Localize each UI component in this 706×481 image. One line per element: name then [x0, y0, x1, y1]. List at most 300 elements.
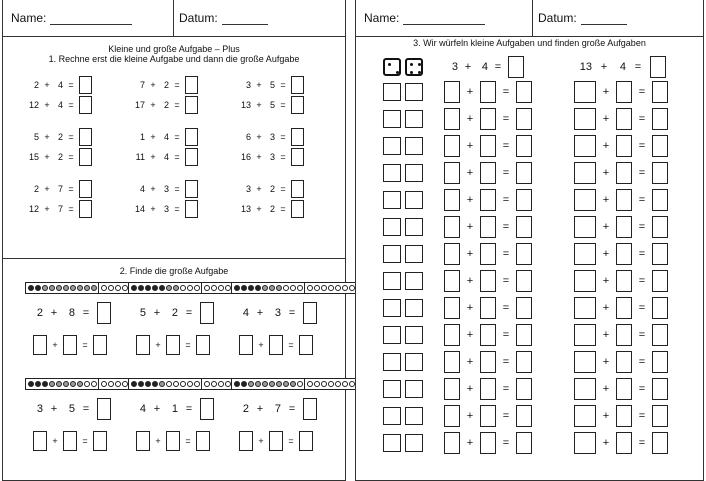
counter-dot: [225, 285, 231, 291]
addend-box[interactable]: [480, 405, 496, 427]
counter-dot: [28, 285, 34, 291]
big-equation-blank: [33, 430, 107, 452]
big-equation-blank: [239, 430, 313, 452]
small-big-equation: [23, 128, 92, 146]
addend-box[interactable]: [33, 335, 47, 355]
addend-box[interactable]: [480, 108, 496, 130]
addend-box[interactable]: [444, 135, 460, 157]
plus-sign: +: [150, 100, 156, 110]
answer-box[interactable]: [516, 351, 532, 373]
dice-box[interactable]: [405, 218, 423, 236]
small-equation: [239, 398, 317, 420]
date-field[interactable]: [179, 0, 268, 36]
dice-box[interactable]: [405, 380, 423, 398]
answer-box[interactable]: [79, 76, 92, 94]
answer-box[interactable]: [79, 128, 92, 146]
small-big-equation: [235, 76, 304, 94]
plus-sign: +: [602, 167, 610, 179]
addend-box[interactable]: [444, 162, 460, 184]
equals-sign: =: [280, 80, 286, 90]
addend-a: 2: [36, 307, 43, 319]
dice-box[interactable]: [405, 326, 423, 344]
addend-box[interactable]: [616, 324, 632, 346]
addend-box[interactable]: [574, 270, 596, 292]
addend-a: 3: [36, 403, 43, 415]
addend-box[interactable]: [616, 432, 632, 454]
answer-box[interactable]: [650, 56, 666, 78]
answer-box[interactable]: [303, 398, 317, 420]
addend-box[interactable]: [33, 431, 47, 451]
dice-box[interactable]: [405, 245, 423, 263]
addend-b: 2: [171, 307, 178, 319]
equals-sign: =: [280, 184, 286, 194]
addend-box[interactable]: [444, 297, 460, 319]
addend-box[interactable]: [444, 324, 460, 346]
counter-dot: [131, 285, 137, 291]
answer-box[interactable]: [516, 108, 532, 130]
addend-box[interactable]: [616, 81, 632, 103]
equals-sign: =: [638, 275, 646, 287]
addend-box[interactable]: [480, 297, 496, 319]
equals-sign: =: [82, 307, 90, 319]
addend-box[interactable]: [616, 297, 632, 319]
counter-dot: [234, 285, 240, 291]
counter-dot: [241, 285, 247, 291]
answer-box[interactable]: [291, 200, 304, 218]
small-equation-blank: [444, 324, 532, 346]
counter-dot: [314, 381, 320, 387]
dice-box[interactable]: [383, 245, 401, 263]
addend-box[interactable]: [574, 378, 596, 400]
small-big-equation: [129, 96, 198, 114]
addend-box[interactable]: [574, 405, 596, 427]
addend-box[interactable]: [616, 216, 632, 238]
addend-b: 2: [57, 132, 63, 142]
plus-sign: +: [256, 80, 262, 90]
section1-instruction: 1. Rechne erst die kleine Aufgabe und dann die große Aufgabe: [48, 54, 300, 64]
answer-box[interactable]: [516, 270, 532, 292]
addend-box[interactable]: [480, 432, 496, 454]
plus-sign: +: [602, 437, 610, 449]
answer-box[interactable]: [79, 200, 92, 218]
plus-sign: +: [602, 275, 610, 287]
small-equation-blank: [444, 378, 532, 400]
dice-box[interactable]: [405, 83, 423, 101]
addend-b: 2: [163, 80, 169, 90]
addend-box[interactable]: [616, 270, 632, 292]
addend-a: 2: [33, 80, 39, 90]
dice-box[interactable]: [405, 272, 423, 290]
small-big-equation: [23, 148, 92, 166]
counter-dot: [335, 381, 341, 387]
answer-box[interactable]: [516, 324, 532, 346]
plus-sign: +: [466, 410, 474, 422]
small-big-equation: [129, 128, 198, 146]
addend-box[interactable]: [166, 431, 180, 451]
addend-b: 2: [269, 184, 275, 194]
dice-cells: [383, 191, 423, 209]
counter-dot: [269, 285, 275, 291]
equals-sign: =: [638, 410, 646, 422]
answer-box[interactable]: [196, 431, 210, 451]
example-big-equation: [574, 56, 666, 78]
addend-box[interactable]: [616, 189, 632, 211]
addend-box[interactable]: [574, 216, 596, 238]
ten-half: [26, 283, 98, 293]
answer-box[interactable]: [652, 81, 668, 103]
answer-box[interactable]: [652, 162, 668, 184]
addend-b: 4: [481, 61, 488, 73]
answer-box[interactable]: [516, 297, 532, 319]
counter-dot: [321, 285, 327, 291]
counter-dot: [122, 285, 128, 291]
plus-sign: +: [466, 248, 474, 260]
addend-b: 2: [57, 152, 63, 162]
plus-sign: +: [466, 383, 474, 395]
section1-title: Kleine und große Aufgabe – Plus: [108, 44, 240, 54]
answer-box[interactable]: [291, 76, 304, 94]
plus-sign: +: [256, 152, 262, 162]
dice-box[interactable]: [405, 299, 423, 317]
counter-dot: [63, 381, 69, 387]
addend-box[interactable]: [574, 432, 596, 454]
equals-sign: =: [502, 140, 510, 152]
answer-box[interactable]: [652, 432, 668, 454]
addend-box[interactable]: [616, 162, 632, 184]
section2-title: 2. Finde die große Aufgabe: [119, 266, 229, 276]
example-small-equation: [444, 56, 524, 78]
equals-sign: =: [288, 307, 296, 319]
plus-sign: +: [602, 329, 610, 341]
counter-dot: [101, 285, 107, 291]
counter-dot: [145, 381, 151, 387]
dice-box[interactable]: [383, 353, 401, 371]
addend-box[interactable]: [574, 135, 596, 157]
equals-sign: =: [638, 221, 646, 233]
addend-box[interactable]: [574, 243, 596, 265]
plus-sign: +: [150, 184, 156, 194]
answer-box[interactable]: [652, 135, 668, 157]
plus-sign: +: [52, 436, 58, 446]
answer-box[interactable]: [652, 243, 668, 265]
dice-box[interactable]: [405, 164, 423, 182]
addend-box[interactable]: [269, 431, 283, 451]
date-line[interactable]: [222, 12, 268, 25]
answer-box[interactable]: [516, 243, 532, 265]
plus-sign: +: [602, 383, 610, 395]
name-line-2[interactable]: [403, 12, 485, 25]
answer-box[interactable]: [516, 135, 532, 157]
counter-dot: [122, 381, 128, 387]
answer-box[interactable]: [652, 270, 668, 292]
answer-box[interactable]: [97, 398, 111, 420]
plus-sign: +: [466, 86, 474, 98]
answer-box[interactable]: [200, 302, 214, 324]
big-equation-blank: [574, 189, 668, 211]
addend-box[interactable]: [574, 162, 596, 184]
answer-box[interactable]: [652, 378, 668, 400]
dice-box[interactable]: [383, 218, 401, 236]
small-equation-blank: [444, 189, 532, 211]
addend-box[interactable]: [574, 189, 596, 211]
answer-box[interactable]: [291, 96, 304, 114]
counter-dot: [49, 381, 55, 387]
addend-box[interactable]: [63, 335, 77, 355]
answer-box[interactable]: [79, 180, 92, 198]
addend-a: 5: [139, 307, 146, 319]
answer-box[interactable]: [652, 405, 668, 427]
dice-box[interactable]: [383, 164, 401, 182]
dice-box[interactable]: [405, 110, 423, 128]
addend-box[interactable]: [444, 378, 460, 400]
counter-dot: [49, 285, 55, 291]
addend-box[interactable]: [616, 378, 632, 400]
small-equation-blank: [444, 351, 532, 373]
dice-box[interactable]: [383, 407, 401, 425]
addend-box[interactable]: [166, 335, 180, 355]
dice-cells: [383, 58, 427, 76]
plus-sign: +: [52, 340, 58, 350]
addend-box[interactable]: [136, 431, 150, 451]
addend-a: 4: [139, 403, 146, 415]
dice-box[interactable]: [383, 191, 401, 209]
dice-box[interactable]: [383, 326, 401, 344]
answer-box[interactable]: [652, 108, 668, 130]
equals-sign: =: [185, 307, 193, 319]
addend-box[interactable]: [444, 243, 460, 265]
addend-box[interactable]: [480, 351, 496, 373]
addend-box[interactable]: [480, 162, 496, 184]
addend-box[interactable]: [444, 216, 460, 238]
name-field[interactable]: [11, 0, 132, 36]
small-equation-blank: [444, 432, 532, 454]
small-equation-blank: [444, 216, 532, 238]
dice-box[interactable]: [383, 137, 401, 155]
name-field-2[interactable]: [364, 0, 485, 36]
date-field-2[interactable]: [538, 0, 627, 36]
answer-box[interactable]: [200, 398, 214, 420]
addend-box[interactable]: [616, 243, 632, 265]
plus-sign: +: [602, 221, 610, 233]
addend-a: 4: [139, 184, 145, 194]
answer-box[interactable]: [196, 335, 210, 355]
plus-sign: +: [153, 403, 161, 415]
answer-box[interactable]: [291, 180, 304, 198]
answer-box[interactable]: [291, 128, 304, 146]
small-big-equation: [23, 180, 92, 198]
equals-sign: =: [82, 340, 88, 350]
counter-dot: [42, 285, 48, 291]
ten-half: [232, 379, 304, 389]
addend-box[interactable]: [444, 270, 460, 292]
addend-box[interactable]: [574, 324, 596, 346]
counter-dot: [166, 381, 172, 387]
addend-box[interactable]: [269, 335, 283, 355]
addend-box[interactable]: [480, 189, 496, 211]
answer-box[interactable]: [291, 148, 304, 166]
small-big-equation: [23, 200, 92, 218]
addend-box[interactable]: [616, 351, 632, 373]
answer-box[interactable]: [303, 302, 317, 324]
answer-box[interactable]: [97, 302, 111, 324]
counter-dot: [269, 381, 275, 387]
addend-b: 3: [163, 204, 169, 214]
addend-a: 1: [139, 132, 145, 142]
counter-dot: [138, 381, 144, 387]
addend-b: 5: [68, 403, 75, 415]
answer-box[interactable]: [516, 216, 532, 238]
answer-box[interactable]: [516, 378, 532, 400]
addend-box[interactable]: [239, 335, 253, 355]
big-equation-blank: [574, 270, 668, 292]
addend-box[interactable]: [574, 351, 596, 373]
answer-box[interactable]: [508, 56, 524, 78]
answer-box[interactable]: [652, 216, 668, 238]
addend-box[interactable]: [444, 405, 460, 427]
addend-box[interactable]: [480, 216, 496, 238]
addend-box[interactable]: [136, 335, 150, 355]
addend-box[interactable]: [574, 297, 596, 319]
answer-box[interactable]: [185, 200, 198, 218]
answer-box[interactable]: [299, 431, 313, 451]
addend-box[interactable]: [239, 431, 253, 451]
counter-dot: [138, 285, 144, 291]
addend-box[interactable]: [616, 405, 632, 427]
plus-sign: +: [155, 340, 161, 350]
counter-dot: [180, 381, 186, 387]
dice-box[interactable]: [383, 299, 401, 317]
plus-sign: +: [466, 329, 474, 341]
small-big-equation: [235, 180, 304, 198]
answer-box[interactable]: [185, 128, 198, 146]
answer-box[interactable]: [185, 180, 198, 198]
plus-sign: +: [602, 410, 610, 422]
counter-dot: [108, 381, 114, 387]
addend-box[interactable]: [480, 270, 496, 292]
counter-dot: [173, 381, 179, 387]
counter-dot: [248, 285, 254, 291]
addend-box[interactable]: [480, 243, 496, 265]
counter-dot: [297, 285, 303, 291]
addend-b: 5: [269, 80, 275, 90]
addend-box[interactable]: [444, 351, 460, 373]
name-line[interactable]: [50, 12, 132, 25]
dice-box[interactable]: [405, 137, 423, 155]
plus-sign: +: [466, 221, 474, 233]
dice-box[interactable]: [383, 272, 401, 290]
plus-sign: +: [466, 140, 474, 152]
addend-b: 7: [57, 184, 63, 194]
dice-box[interactable]: [383, 434, 401, 452]
counter-dot: [255, 381, 261, 387]
dice-box[interactable]: [383, 380, 401, 398]
answer-box[interactable]: [79, 148, 92, 166]
plus-sign: +: [150, 152, 156, 162]
answer-box[interactable]: [516, 162, 532, 184]
counter-dot: [255, 285, 261, 291]
dice-box[interactable]: [383, 110, 401, 128]
dice-box[interactable]: [405, 191, 423, 209]
answer-box[interactable]: [516, 81, 532, 103]
counter-dot: [349, 285, 355, 291]
equals-sign: =: [68, 132, 74, 142]
answer-box[interactable]: [516, 432, 532, 454]
answer-box[interactable]: [652, 351, 668, 373]
answer-box[interactable]: [652, 189, 668, 211]
big-equation-blank: [574, 324, 668, 346]
counter-dot: [159, 285, 165, 291]
counter-dot: [204, 285, 210, 291]
date-line-2[interactable]: [581, 12, 627, 25]
answer-box[interactable]: [185, 96, 198, 114]
plus-sign: +: [256, 204, 262, 214]
dice-box[interactable]: [383, 83, 401, 101]
small-equation: [136, 302, 214, 324]
answer-box[interactable]: [79, 96, 92, 114]
dice-box[interactable]: [405, 407, 423, 425]
equals-sign: =: [174, 80, 180, 90]
equals-sign: =: [174, 152, 180, 162]
dice-cells: [383, 218, 423, 236]
addend-box[interactable]: [616, 135, 632, 157]
equals-sign: =: [280, 152, 286, 162]
equals-sign: =: [174, 184, 180, 194]
counter-dot: [180, 285, 186, 291]
answer-box[interactable]: [516, 405, 532, 427]
addend-box[interactable]: [480, 81, 496, 103]
answer-box[interactable]: [93, 335, 107, 355]
addend-box[interactable]: [574, 108, 596, 130]
addend-a: 16: [240, 152, 251, 162]
plus-sign: +: [600, 61, 608, 73]
counter-dot: [28, 381, 34, 387]
answer-box[interactable]: [516, 189, 532, 211]
big-equation-blank: [574, 81, 668, 103]
addend-box[interactable]: [444, 108, 460, 130]
equals-sign: =: [502, 221, 510, 233]
addend-box[interactable]: [444, 81, 460, 103]
equals-sign: =: [638, 356, 646, 368]
addend-a: 17: [134, 100, 145, 110]
answer-box[interactable]: [299, 335, 313, 355]
answer-box[interactable]: [185, 76, 198, 94]
addend-box[interactable]: [480, 378, 496, 400]
answer-box[interactable]: [652, 297, 668, 319]
addend-box[interactable]: [444, 189, 460, 211]
plus-sign: +: [150, 132, 156, 142]
counter-dot: [77, 285, 83, 291]
answer-box[interactable]: [93, 431, 107, 451]
counter-dot: [101, 381, 107, 387]
addend-box[interactable]: [480, 135, 496, 157]
big-equation-blank: [574, 351, 668, 373]
equals-sign: =: [638, 329, 646, 341]
answer-box[interactable]: [185, 148, 198, 166]
small-equation: [33, 302, 111, 324]
addend-box[interactable]: [574, 81, 596, 103]
dice-box[interactable]: [405, 353, 423, 371]
plus-sign: +: [256, 184, 262, 194]
plus-sign: +: [602, 302, 610, 314]
small-big-equation: [235, 200, 304, 218]
addend-box[interactable]: [480, 324, 496, 346]
dice-box[interactable]: [405, 434, 423, 452]
answer-box[interactable]: [652, 324, 668, 346]
dice-cells: [383, 110, 423, 128]
addend-box[interactable]: [63, 431, 77, 451]
addend-box[interactable]: [616, 108, 632, 130]
addend-box[interactable]: [444, 432, 460, 454]
